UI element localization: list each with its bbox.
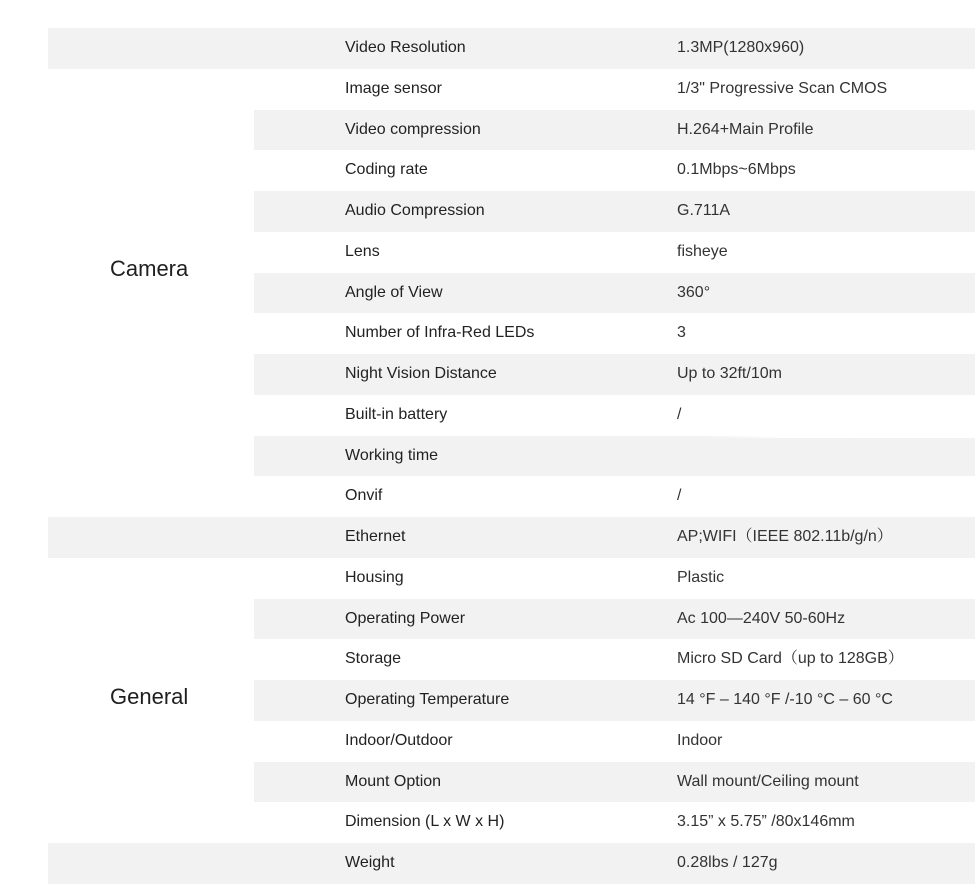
row-label: Built-in battery (345, 405, 448, 423)
table-row (48, 599, 975, 640)
row-label: Operating Power (345, 609, 466, 627)
table-row (48, 517, 975, 558)
row-label: Indoor/Outdoor (345, 731, 453, 749)
row-value: Micro SD Card（up to 128GB） (677, 650, 904, 668)
row-value: Up to 32ft/10m (677, 365, 782, 382)
row-label: Night Vision Distance (345, 365, 497, 382)
row-label: Image sensor (345, 79, 442, 97)
row-label: Video compression (345, 120, 481, 138)
table-row (48, 802, 975, 843)
table-row (48, 639, 975, 680)
table-row (48, 558, 975, 599)
fade-overlay (700, 406, 975, 438)
table-row (48, 843, 975, 884)
row-label: Working time (345, 446, 439, 464)
row-value: G.711A (677, 202, 731, 219)
row-label: Housing (345, 568, 404, 586)
row-value: Plastic (677, 568, 725, 586)
row-value: AP;WIFI（IEEE 802.11b/g/n） (677, 528, 893, 545)
table-row (48, 69, 975, 110)
row-value: 360° (677, 283, 711, 301)
row-label: Weight (345, 854, 395, 871)
row-value: 1.3MP(1280x960) (677, 39, 805, 56)
table-row (48, 354, 975, 395)
row-value: 3 (677, 324, 686, 342)
table-row (48, 476, 975, 517)
row-value: / (677, 487, 682, 505)
row-value: Wall mount/Ceiling mount (677, 772, 859, 790)
row-label: Lens (345, 242, 380, 260)
row-label: Onvif (345, 487, 383, 505)
row-label: Ethernet (345, 528, 406, 545)
row-value: fisheye (677, 242, 728, 260)
row-value: H.264+Main Profile (677, 120, 814, 138)
row-label: Mount Option (345, 772, 442, 790)
row-label: Audio Compression (345, 202, 485, 219)
row-label: Dimension (L x W x H) (345, 813, 505, 831)
table-row (48, 110, 975, 151)
row-value: 3.15” x 5.75” /80x146mm (677, 813, 855, 831)
section-camera-title: Camera (110, 256, 189, 281)
row-label: Video Resolution (345, 39, 466, 56)
row-value: 0.28lbs / 127g (677, 854, 778, 871)
table-row (48, 721, 975, 762)
table-row (48, 762, 975, 803)
table-row (48, 313, 975, 354)
row-label: Operating Temperature (345, 691, 510, 708)
row-label: Storage (345, 650, 402, 668)
row-label: Number of Infra-Red LEDs (345, 324, 535, 342)
row-value: 0.1Mbps~6Mbps (677, 161, 796, 179)
table-row (48, 150, 975, 191)
table-row (48, 436, 975, 477)
row-value: 14 °F – 140 °F /-10 °C – 60 °C (677, 691, 893, 708)
row-value: 1/3" Progressive Scan CMOS (677, 79, 888, 97)
row-value: / (677, 405, 682, 423)
row-value: Indoor (677, 731, 723, 749)
table-row (48, 28, 975, 69)
row-value: Ac 100—240V 50-60Hz (677, 609, 846, 627)
table-row (48, 191, 975, 232)
section-general-title: General (110, 684, 189, 709)
row-label: Angle of View (345, 283, 443, 301)
row-label: Coding rate (345, 161, 428, 179)
